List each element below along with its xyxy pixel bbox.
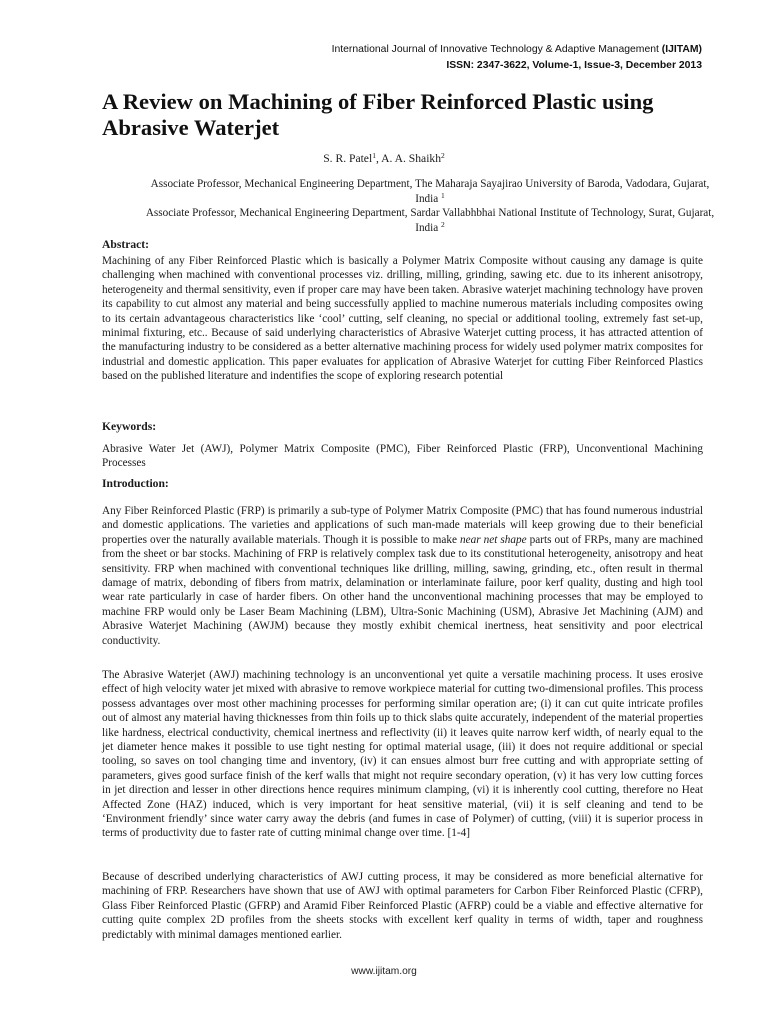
author-separator: , bbox=[375, 152, 382, 165]
affiliation-text: Associate Professor, Mechanical Engineering Department, Sardar Vallabhbhai National Institute of Technology, Surat, Gujarat, India bbox=[145, 207, 715, 234]
keywords-heading: Keywords: bbox=[102, 420, 157, 433]
paper-title: A Review on Machining of Fiber Reinforced Plastic using Abrasive Waterjet bbox=[102, 89, 654, 140]
introduction-paragraph-3: Because of described underlying characteristics of AWJ cutting process, it may be considered as more beneficial alternative for machining of FRP. Researchers have shown that use of AWJ with optimal parameters for Carbon Fiber Reinforced Plastic (CFRP), Glass Fiber Reinforced Plastic (GFRP) and Aramid Fiber Reinforced Plastic (AFRP) could be a viable and effective alternative for cutting quite complex 2D profiles from the sheets stocks with excellent kerf quality in terms of width, taper and roughness predictably with minimal damages mentioned earlier. bbox=[102, 871, 703, 941]
journal-name: International Journal of Innovative Technology & Adaptive Management (IJITAM) bbox=[331, 44, 702, 55]
affiliation-marker: 2 bbox=[441, 219, 445, 229]
abstract-heading: Abstract: bbox=[102, 238, 150, 251]
journal-header bbox=[332, 42, 702, 74]
affiliation-1 bbox=[140, 177, 720, 206]
author-name: A. A. Shaikh bbox=[381, 152, 442, 165]
authors-line bbox=[0, 152, 768, 165]
journal-abbrev: (IJITAM) bbox=[661, 44, 702, 55]
author-name: S. R. Patel bbox=[323, 152, 373, 165]
emphasis-near-net-shape: near net shape bbox=[460, 533, 527, 546]
abstract-text: Machining of any Fiber Reinforced Plastic which is basically a Polymer Matrix Composite without causing any damage is quite challenging when machined with conventional processes viz. drilling, milling, grinding, sawing etc. due to its inherent anisotropy, heterogeneity and thermal sensitivity, even if proper care may have been taken. Abrasive waterjet machining technology have proven its capability to cut almost any material and being successfully applied to machine numerous materials including composites owing to its certain advantageous characteristics like ‘cool’ cutting, self cleaning, no special or additional tooling, extremely fast set-up, minimal fixturing, etc.. Because of said underlying characteristics of Abrasive Waterjet cutting process, it has attracted attention of the manufacturing industry to be considered as a better alternative machining process for widely used polymer matrix composites for industrial and domestic application. This paper evaluates for application of Abrasive Waterjet for cutting Fiber Reinforced Plastics based on the published literature and indentifies the scope of exploring research potential bbox=[102, 255, 703, 383]
introduction-paragraph-2: The Abrasive Waterjet (AWJ) machining technology is an unconventional yet quite a versatile machining process. It uses erosive effect of high velocity water jet mixed with abrasive to remove workpiece material for cutting two-dimensional profiles. This process possess advantages over most other machining processes for performing similar operation are; (i) it can cut quite intricate profiles out of almost any material having thicknesses from thin foils up to thick slabs quite accurately, independent of the material properties like hardness, electrical conductivity, chemical inertness and reflectivity (ii) it leaves quite narrow kerf width, of nearly equal to the jet diameter hence makes it possible to use tight nesting for optimal material usage, (iii) it does not require additional or special tooling, so saves on tool changing time and inventory, (iv) it can ensues almost burr free cutting and with appropriate setting of parameters, gives good surface finish of the kerf walls that might not require secondary operation, (v) it has very low cutting forces in jet direction and lesser in other directions hence requires minimum clamping, (vi) it is inherently cool cutting, therefore no Heat Affected Zone (HAZ) induced, which is very important for heat sensitive material, (vii) it is self cleaning and tend to be ‘Environment friendly’ since water carry away the debris (and fumes in case of Polymer) of cutting, (viii) it is superior process in terms of productivity due to faster rate of cutting minimal change over time. [1-4] bbox=[102, 669, 703, 840]
footer-url: www.ijitam.org bbox=[351, 966, 417, 977]
affiliation-text: Associate Professor, Mechanical Engineering Department, The Maharaja Sayajirao University of Baroda, Vadodara, Gujarat, India bbox=[150, 178, 710, 205]
journal-issn: ISSN: 2347-3622, Volume-1, Issue-3, December 2013 bbox=[446, 60, 702, 71]
introduction-paragraph-1: Any Fiber Reinforced Plastic (FRP) is primarily a sub-type of Polymer Matrix Composite (PMC) that has found numerous industrial and domestic applications. The varieties and applications of such man-made materials will keep growing due to their beneficial properties over the naturally available materials. Though it is possible to make near net shape parts out of FRPs, many are machined from the sheet or bar stocks. Machining of FRP is relatively complex task due to its constitutional heterogeneity, anisotropy and heat sensitivity. FRP when machined with conventional techniques like drilling, milling, sawing, grinding, etc., often result in thermal damage of matrix, debonding of fibers from matrix, delamination or interlaminate failure, poor kerf quality, dusting and high tool wear rate particularly in case of harder fibers. On other hand the unconventional machining processes that may be employed to machine FRP would only be Laser Beam Machining (LBM), Ultra-Sonic Machining (USM), Abrasive Jet Machining (AJM) and Abrasive Waterjet Machining (AWJM) because they mostly exhibit chemical inertness, heat sensitivity and poor electrical conductivity. bbox=[102, 505, 703, 647]
affiliation-2 bbox=[140, 206, 720, 235]
keywords-text: Abrasive Water Jet (AWJ), Polymer Matrix Composite (PMC), Fiber Reinforced Plastic (FRP), Unconventional Machining Processes bbox=[102, 443, 703, 470]
author-affil-marker: 1 bbox=[372, 151, 376, 160]
introduction-heading: Introduction: bbox=[102, 477, 169, 490]
author-affil-marker: 2 bbox=[441, 151, 445, 160]
affiliation-marker: 1 bbox=[441, 190, 445, 200]
